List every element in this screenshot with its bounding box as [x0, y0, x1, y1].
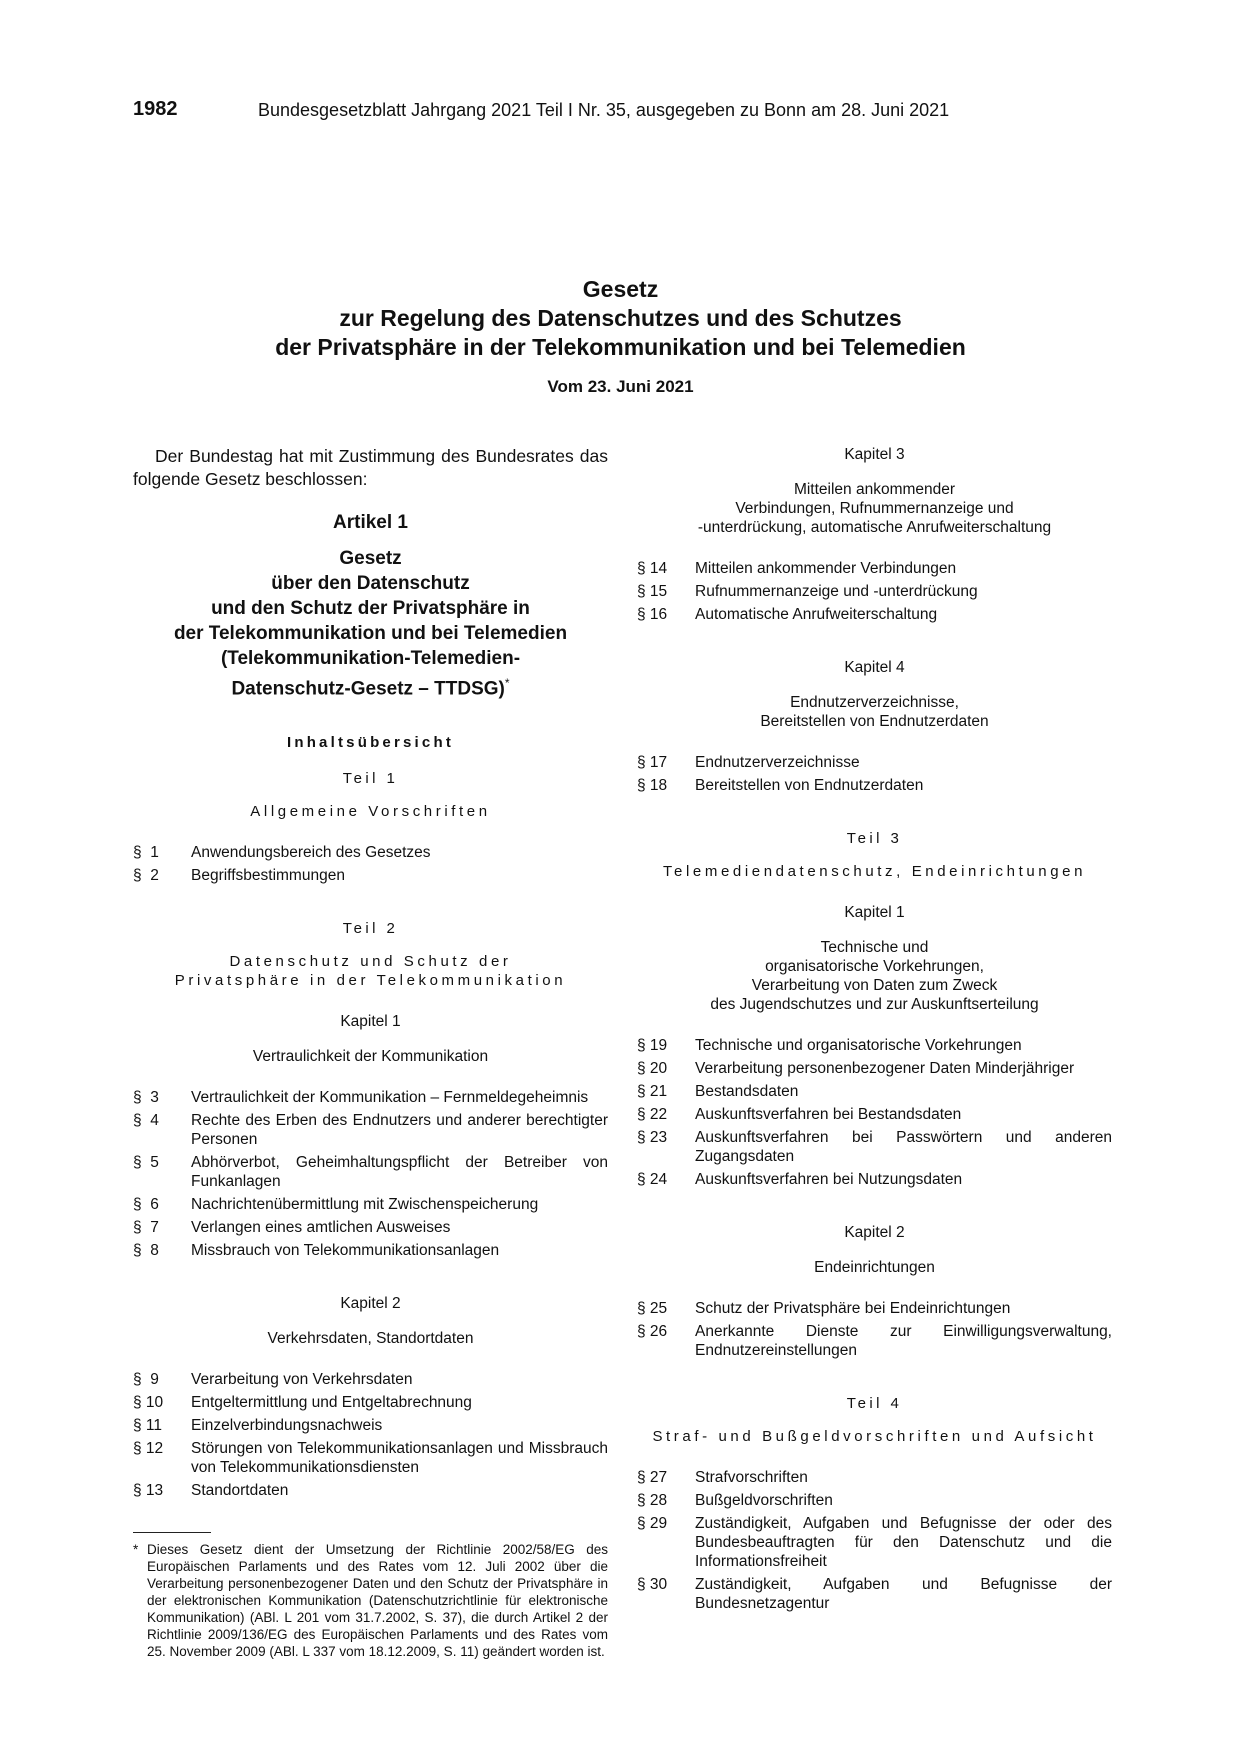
section-title: Zuständigkeit, Aufgaben und Befugnisse der Bundesnetzagentur	[695, 1576, 1112, 1612]
section-title: Begriffsbestimmungen	[191, 867, 345, 885]
toc-entry	[637, 605, 1112, 624]
section-title: Standortdaten	[191, 1482, 289, 1500]
section-number: § 7	[133, 1219, 159, 1237]
part-title: Telemediendatenschutz, Endeinrichtungen	[662, 863, 1087, 880]
act-title-line: der Telekommunikation und bei Telemedien	[173, 623, 568, 644]
toc-entry	[133, 1111, 608, 1149]
section-title: Mitteilen ankommender Verbindungen	[695, 560, 957, 577]
toc-entry	[637, 1491, 1112, 1510]
section-number: § 16	[637, 606, 668, 623]
chapter-title: Endeinrichtungen	[814, 1259, 935, 1276]
chapter-title: Verkehrsdaten, Standortdaten	[267, 1330, 474, 1348]
section-number: § 2	[133, 867, 159, 885]
toc-entry	[637, 1514, 1112, 1571]
page-number: 1982	[133, 98, 178, 120]
law-title-line: Gesetz	[582, 276, 659, 302]
part-heading: Teil 4	[846, 1395, 903, 1412]
toc-entry	[133, 1195, 608, 1214]
chapter-title: Mitteilen ankommender Verbindungen, Rufnummernanzeige und -unterdrückung, automatische Anrufweiterschaltung	[697, 481, 1052, 536]
section-number: § 13	[133, 1482, 164, 1500]
section-title: Schutz der Privatsphäre bei Endeinrichtungen	[695, 1300, 1011, 1317]
left-column	[133, 445, 608, 1660]
toc-entry	[637, 1059, 1112, 1078]
section-title: Zuständigkeit, Aufgaben und Befugnisse der oder des Bundesbeauftragten für den Datenschutz und die Informationsfreiheit	[695, 1515, 1112, 1570]
chapter-heading: Kapitel 2	[340, 1295, 401, 1313]
toc-entry	[133, 1481, 608, 1500]
section-list	[637, 1468, 1112, 1613]
section-number: § 24	[637, 1171, 668, 1188]
chapter-title: Endnutzerverzeichnisse, Bereitstellen von Endnutzerdaten	[760, 694, 989, 730]
section-title: Verlangen eines amtlichen Ausweises	[191, 1219, 451, 1237]
toc-entry	[133, 1241, 608, 1260]
chapter-heading: Kapitel 2	[844, 1224, 905, 1241]
part-title: Allgemeine Vorschriften	[250, 803, 491, 821]
section-title: Auskunftsverfahren bei Bestandsdaten	[695, 1106, 962, 1123]
section-title: Störungen von Telekommunikationsanlagen und Missbrauch von Telekommunikationsdiensten	[191, 1440, 608, 1477]
chapter-title: Technische und organisatorische Vorkehrungen, Verarbeitung von Daten zum Zweck des Jugendschutzes und zur Auskunftserteilung	[710, 939, 1039, 1013]
toc-entry	[133, 1416, 608, 1435]
chapter-title: Vertraulichkeit der Kommunikation	[252, 1048, 489, 1066]
section-number: § 4	[133, 1112, 159, 1130]
act-title	[133, 546, 608, 701]
section-number: § 8	[133, 1242, 159, 1260]
section-title: Verarbeitung personenbezogener Daten Minderjähriger	[695, 1060, 1075, 1077]
section-number: § 3	[133, 1089, 159, 1107]
section-number: § 19	[637, 1037, 668, 1054]
section-number: § 20	[637, 1060, 668, 1077]
section-number: § 1	[133, 844, 159, 862]
toc-entry	[637, 753, 1112, 772]
section-list	[133, 1088, 608, 1260]
toc-entry	[637, 1082, 1112, 1101]
chapter-heading: Kapitel 1	[340, 1013, 401, 1031]
section-list	[637, 753, 1112, 795]
footnote-divider	[133, 1532, 211, 1533]
section-number: § 17	[637, 754, 668, 771]
section-number: § 25	[637, 1300, 668, 1317]
enactment-clause: Der Bundestag hat mit Zustimmung des Bundesrates das folgende Gesetz beschlossen:	[133, 446, 608, 489]
act-title-line: über den Datenschutz	[271, 573, 470, 594]
toc-entry	[133, 1218, 608, 1237]
section-title: Anwendungsbereich des Gesetzes	[191, 844, 431, 862]
section-number: § 26	[637, 1323, 668, 1340]
section-number: § 21	[637, 1083, 668, 1100]
toc-entry	[133, 866, 608, 885]
section-title: Auskunftsverfahren bei Passwörtern und anderen Zugangsdaten	[695, 1129, 1112, 1165]
section-number: § 14	[637, 560, 668, 577]
section-number: § 27	[637, 1469, 668, 1486]
law-title-line: zur Regelung des Datenschutzes und des Schutzes	[339, 305, 902, 331]
act-title-line: und den Schutz der Privatsphäre in	[211, 598, 530, 619]
section-title: Endnutzerverzeichnisse	[695, 754, 860, 771]
act-title-line: Gesetz	[339, 548, 402, 569]
section-number: § 23	[637, 1129, 668, 1146]
law-title	[0, 275, 1241, 362]
toc-entry	[637, 1299, 1112, 1318]
section-title: Anerkannte Dienste zur Einwilligungsverwaltung, Endnutzereinstellungen	[695, 1323, 1112, 1359]
part-title: Straf- und Bußgeldvorschriften und Aufsicht	[652, 1428, 1097, 1445]
toc-entry	[637, 1128, 1112, 1166]
toc-entry	[637, 1322, 1112, 1360]
part-heading: Teil 1	[342, 770, 399, 788]
section-list	[637, 1299, 1112, 1360]
footnote-marker: *	[504, 676, 510, 690]
toc-entry	[637, 1036, 1112, 1055]
part-title: Datenschutz und Schutz der Privatsphäre in der Telekommunikation	[174, 953, 567, 990]
section-title: Bereitstellen von Endnutzerdaten	[695, 777, 924, 794]
section-title: Abhörverbot, Geheimhaltungspflicht der Betreiber von Funkanlagen	[191, 1154, 608, 1191]
toc-entry	[133, 1439, 608, 1477]
section-title: Nachrichtenübermittlung mit Zwischenspeicherung	[191, 1196, 539, 1214]
footnote-text: Dieses Gesetz dient der Umsetzung der Richtlinie 2002/58/EG des Europäischen Parlaments und des Rates vom 12. Juli 2002 über die Verarbeitung personenbezogener Daten und den Schutz der Privatsphäre in der elektronischen Kommunikation (Datenschutzrichtlinie für elektronische Kommunikation) (ABl. L 201 vom 31.7.2002, S. 37), die durch Artikel 2 der Richtlinie 2009/136/EG des Europäischen Parlaments und des Rates vom 25. November 2009 (ABl. L 337 vom 18.12.2009, S. 11) geändert worden ist.	[147, 1542, 608, 1660]
toc-entry	[637, 559, 1112, 578]
toc-entry	[133, 1153, 608, 1191]
section-title: Missbrauch von Telekommunikationsanlagen	[191, 1242, 500, 1260]
section-title: Einzelverbindungsnachweis	[191, 1417, 383, 1435]
footnote	[133, 1541, 608, 1660]
section-number: § 18	[637, 777, 668, 794]
section-title: Rechte des Erben des Endnutzers und anderer berechtigter Personen	[191, 1112, 608, 1149]
section-number: § 12	[133, 1440, 164, 1458]
section-list	[133, 1370, 608, 1500]
chapter-heading: Kapitel 3	[844, 446, 905, 463]
section-number: § 15	[637, 583, 668, 600]
section-number: § 11	[133, 1417, 163, 1435]
part-heading: Teil 3	[846, 830, 903, 847]
section-title: Rufnummernanzeige und -unterdrückung	[695, 583, 978, 600]
section-number: § 5	[133, 1154, 159, 1172]
section-title: Auskunftsverfahren bei Nutzungsdaten	[695, 1171, 963, 1188]
law-date: Vom 23. Juni 2021	[547, 377, 694, 396]
gazette-header: Bundesgesetzblatt Jahrgang 2021 Teil I Nr. 35, ausgegeben zu Bonn am 28. Juni 2021	[258, 100, 950, 120]
toc-entry	[133, 843, 608, 862]
section-number: § 29	[637, 1515, 668, 1532]
section-list	[637, 559, 1112, 624]
section-title: Entgeltermittlung und Entgeltabrechnung	[191, 1394, 472, 1412]
toc-entry	[133, 1393, 608, 1412]
section-number: § 10	[133, 1394, 164, 1412]
toc-entry	[637, 582, 1112, 601]
toc-entry	[637, 1575, 1112, 1613]
toc-entry	[133, 1370, 608, 1389]
section-title: Technische und organisatorische Vorkehrungen	[695, 1037, 1022, 1054]
article-heading: Artikel 1	[333, 512, 408, 533]
section-title: Automatische Anrufweiterschaltung	[695, 606, 938, 623]
section-title: Bestandsdaten	[695, 1083, 799, 1100]
part-heading: Teil 2	[342, 920, 399, 938]
section-number: § 30	[637, 1576, 668, 1593]
toc-entry	[133, 1088, 608, 1107]
toc-heading: Inhaltsübersicht	[286, 734, 455, 752]
right-column	[637, 445, 1112, 1617]
section-title: Verarbeitung von Verkehrsdaten	[191, 1371, 413, 1389]
section-number: § 22	[637, 1106, 668, 1123]
toc-entry	[637, 1468, 1112, 1487]
toc-entry	[637, 776, 1112, 795]
toc-entry	[637, 1170, 1112, 1189]
section-number: § 28	[637, 1492, 668, 1509]
act-title-line: (Telekommunikation-Telemedien-	[220, 648, 521, 669]
chapter-heading: Kapitel 1	[844, 904, 905, 921]
law-title-line: der Privatsphäre in der Telekommunikation und bei Telemedien	[275, 334, 966, 360]
section-list	[133, 843, 608, 885]
section-title: Bußgeldvorschriften	[695, 1492, 833, 1509]
section-list	[637, 1036, 1112, 1189]
act-title-line: Datenschutz-Gesetz – TTDSG)*	[231, 676, 510, 700]
section-number: § 9	[133, 1371, 159, 1389]
section-number: § 6	[133, 1196, 159, 1214]
footnote-marker: *	[133, 1542, 139, 1558]
section-title: Vertraulichkeit der Kommunikation – Fernmeldegeheimnis	[191, 1089, 589, 1107]
toc-entry	[637, 1105, 1112, 1124]
chapter-heading: Kapitel 4	[844, 659, 905, 676]
section-title: Strafvorschriften	[695, 1469, 808, 1486]
